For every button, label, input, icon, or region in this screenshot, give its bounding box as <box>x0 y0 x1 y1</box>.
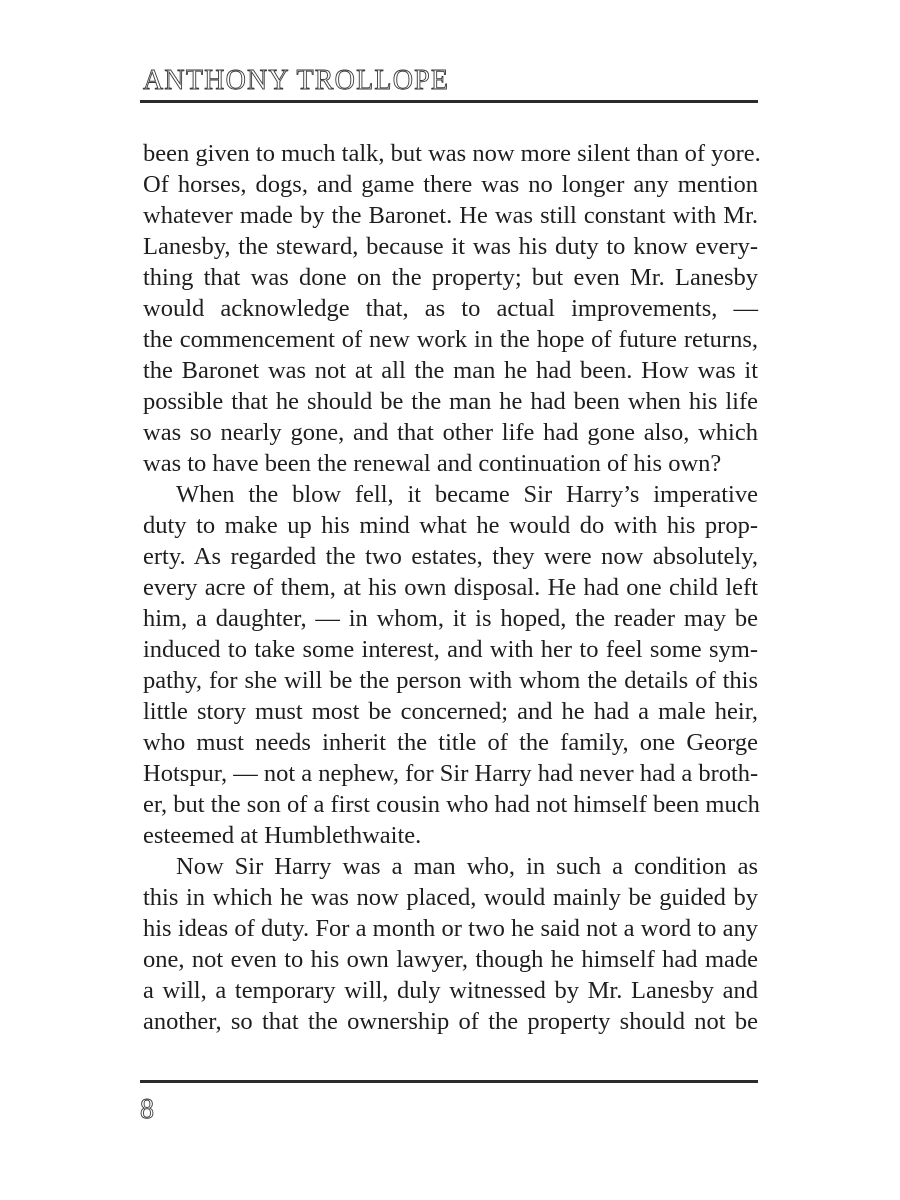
text-line: one, not even to his own lawyer, though he himself had made <box>143 946 758 973</box>
page-number: 8 <box>140 1094 154 1125</box>
text-line: was to have been the renewal and continuation of his own? <box>143 450 722 477</box>
running-head: ANTHONY TROLLOPE <box>143 65 450 96</box>
text-line: this in which he was now placed, would mainly be guided by <box>143 884 758 911</box>
text-line: Hotspur, — not a nephew, for Sir Harry had never had a broth- <box>143 760 759 787</box>
text-line: possible that he should be the man he had been when his life <box>143 388 758 415</box>
paragraph-2 <box>143 479 758 851</box>
text-line: esteemed at Humblethwaite. <box>143 822 422 849</box>
paragraph-1 <box>143 138 761 479</box>
text-line: duty to make up his mind what he would do with his prop- <box>143 512 758 539</box>
text-line: Lanesby, the steward, because it was his duty to know every- <box>143 233 758 260</box>
text-line: the commencement of new work in the hope of future returns, <box>143 326 758 353</box>
paragraph-3 <box>143 851 758 1037</box>
text-line: er, but the son of a first cousin who had not himself been much <box>143 791 760 818</box>
text-line: erty. As regarded the two estates, they were now absolutely, <box>143 543 758 570</box>
body-text <box>143 138 761 1037</box>
text-line: was so nearly gone, and that other life had gone also, which <box>143 419 758 446</box>
text-line: Now Sir Harry was a man who, in such a condition as <box>176 853 758 880</box>
text-line: thing that was done on the property; but even Mr. Lanesby <box>143 264 758 291</box>
text-line: him, a daughter, — in whom, it is hoped, the reader may be <box>143 605 758 632</box>
text-line: the Baronet was not at all the man he had been. How was it <box>143 357 758 384</box>
text-line: who must needs inherit the title of the family, one George <box>143 729 758 756</box>
text-line: When the blow fell, it became Sir Harry’s imperative <box>176 481 758 508</box>
text-line: little story must most be concerned; and he had a male heir, <box>143 698 758 725</box>
text-line: whatever made by the Baronet. He was still constant with Mr. <box>143 202 758 229</box>
text-line: been given to much talk, but was now more silent than of yore. <box>143 140 761 167</box>
text-line: would acknowledge that, as to actual improvements, — <box>143 295 758 322</box>
text-line: his ideas of duty. For a month or two he said not a word to any <box>143 915 758 942</box>
footer-rule <box>140 1080 758 1083</box>
text-line: another, so that the ownership of the property should not be <box>143 1008 758 1035</box>
header-rule <box>140 100 758 103</box>
text-line: Of horses, dogs, and game there was no longer any mention <box>143 171 758 198</box>
text-line: every acre of them, at his own disposal. He had one child left <box>143 574 758 601</box>
text-line: pathy, for she will be the person with whom the details of this <box>143 667 758 694</box>
text-line: a will, a temporary will, duly witnessed by Mr. Lanesby and <box>143 977 758 1004</box>
text-line: induced to take some interest, and with her to feel some sym- <box>143 636 758 663</box>
